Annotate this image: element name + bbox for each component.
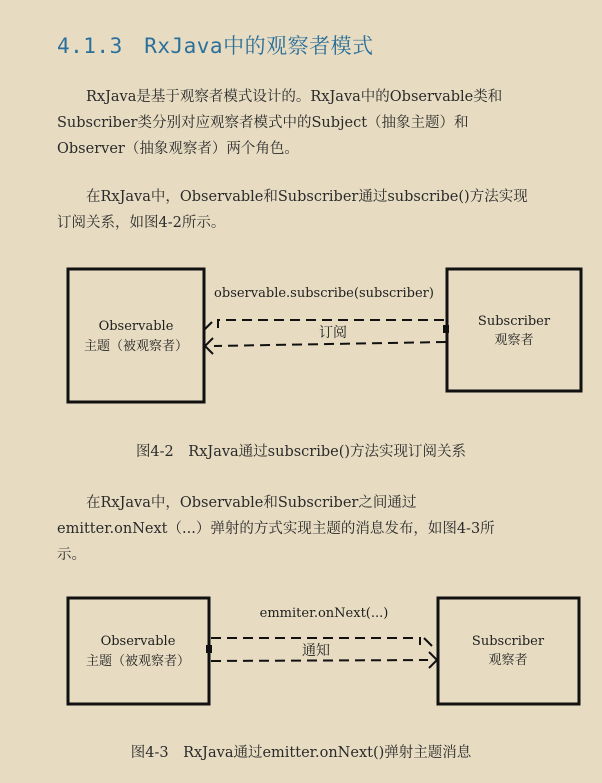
paragraph-line: 订阅关系，如图4-2所示。 [57,215,226,231]
subscriber-box-subtitle: 观察者 [494,333,534,348]
onnext-call-label: emmiter.onNext(...) [259,606,389,621]
figure-4-3-caption: 图4-3 RxJava通过emitter.onNext()弹射主题消息 [130,745,472,761]
paragraph-line: Observer（抽象观察者）两个角色。 [57,141,299,157]
subscribe-call-label: observable.subscribe(subscriber) [214,286,434,301]
paragraph-line: Subscriber类分别对应观察者模式中的Subject（抽象主题）和 [57,115,469,131]
onnext-hook [424,638,432,646]
figure-4-3-diagram [0,588,602,718]
observable-box [68,598,209,704]
section-heading: 4.1.3 RxJava中的观察者模式 [57,34,374,58]
paragraph-onnext [57,490,577,568]
paragraph-line: emitter.onNext（...）弹射的方式实现主题的消息发布，如图4-3所 [57,521,495,537]
onnext-dashed-arrow [211,660,428,661]
paragraph-intro [57,84,577,162]
subscriber-box [447,269,581,391]
paragraph-line: 在RxJava中，Observable和Subscriber之间通过 [57,495,417,511]
subscriber-box [438,598,579,704]
subscriber-box-title: Subscriber [471,634,545,649]
observable-box-subtitle: 主题（被观察者） [83,339,189,354]
subscribe-arrow-label: 订阅 [319,325,347,341]
paragraph-line: 示。 [57,547,86,563]
subscribe-dashed-arrow [214,342,446,346]
observable-box-title: Observable [98,319,174,334]
figure-4-2-caption: 图4-2 RxJava通过subscribe()方法实现订阅关系 [135,444,467,460]
subscriber-box-title: Subscriber [477,314,551,329]
subscriber-box-subtitle: 观察者 [488,653,528,668]
observable-box [68,269,204,402]
paragraph-line: RxJava是基于观察者模式设计的。RxJava中的Observable类和 [57,89,503,105]
paragraph-subscribe [57,184,577,236]
subscribe-origin-marker [443,325,449,333]
onnext-arrowhead [429,652,437,668]
onnext-arrow-label: 通知 [302,643,330,659]
observable-box-subtitle: 主题（被观察者） [85,654,191,669]
observable-box-title: Observable [100,634,176,649]
subscribe-arrowhead [205,338,213,354]
paragraph-line: 在RxJava中，Observable和Subscriber通过subscribe()方法实现 [57,189,528,205]
figure-4-2-diagram [0,258,602,418]
onnext-origin-marker [206,645,212,653]
